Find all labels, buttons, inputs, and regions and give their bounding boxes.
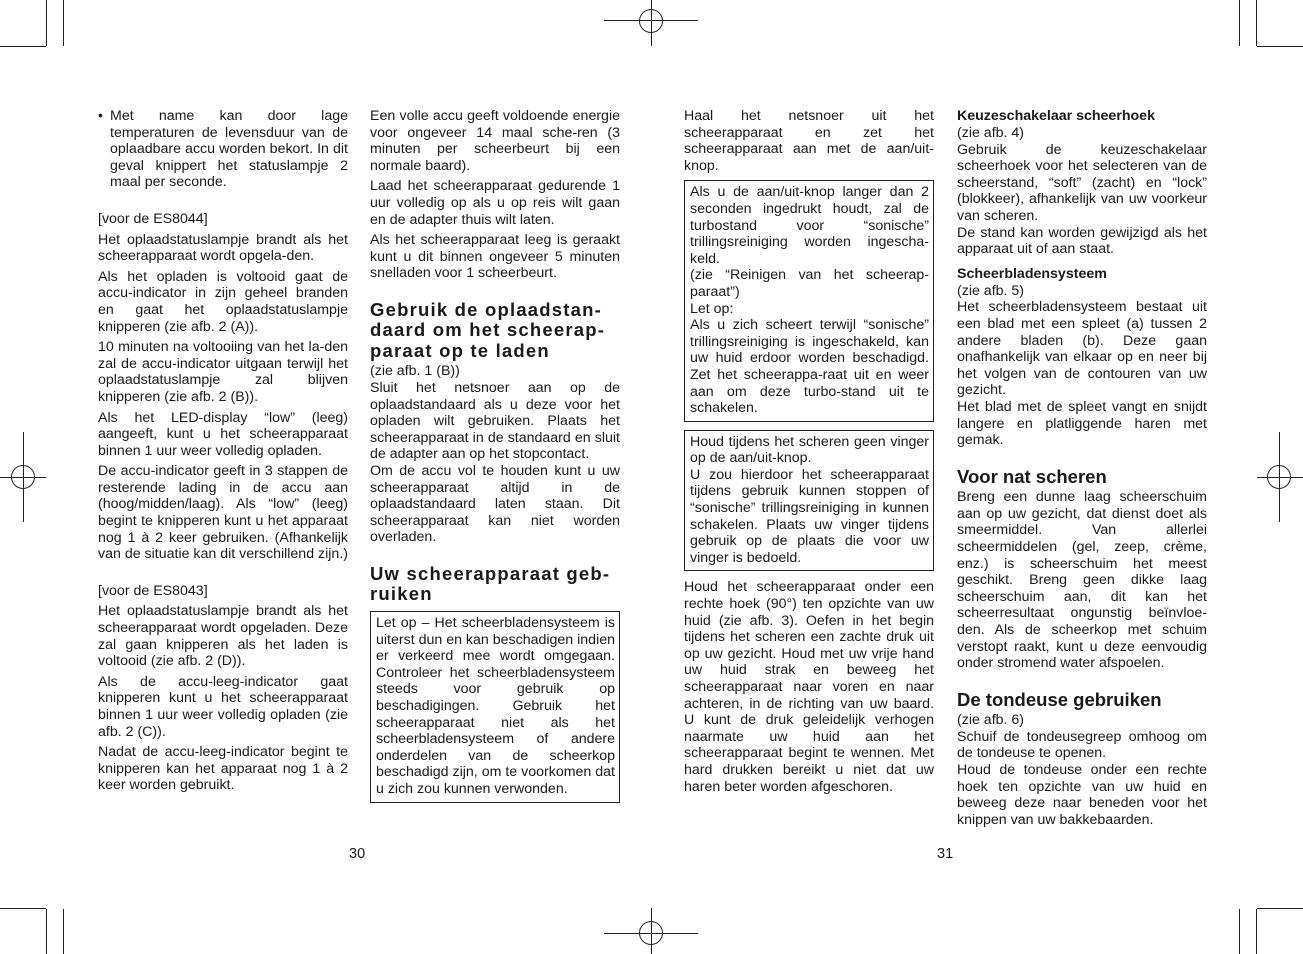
es8043-para-2: Als de accu-leeg-indicator gaat knipperen kunt u het scheerapparaat binnen 1 uur weer volledig opladen (zie afb. 2 (C)). (98, 673, 348, 740)
box-line: Let op: (690, 300, 734, 317)
box-line: U zou hierdoor het scheerapparaat tijdens gebruik kunnen stoppen of “sonische” trillingsreiniging in kunnen schakelen. Plaats uw vinger tijdens gebruik op de plaats die voor uw vinger is bedoeld. (690, 466, 929, 566)
notice-box-turbo (684, 180, 934, 421)
box-line: Houd tijdens het scheren geen vinger op de aan/uit-knop. (690, 433, 929, 467)
section-title-trimmer: De tondeuse gebruiken (957, 688, 1162, 710)
column-3 (684, 108, 934, 799)
subheading-blade-system: Scheerbladensysteem (957, 265, 1107, 282)
page-number-left: 30 (349, 846, 366, 862)
intro-para-1: Een volle accu geeft voldoende energie voor ongeveer 14 maal sche-ren (3 minuten per scheerbeurt bij een normale baard). (370, 108, 620, 174)
shaving-instructions: Houd het scheerapparaat onder een rechte hoek (90°) ten opzichte van uw huid (zie afb. 3). Oefen in het begin tijdens het scheren een zachte druk uit op uw gezicht. Houd met uw vrije hand uw huid strak en beweeg het scheerapparaat naar voren en naar achteren, in de richting van uw baard. U kunt de druk geleidelijk verhogen naarmate uw huid aan het scheerapparaat begint te wennen. Met hard drukken bereikt u niet dat uw haren beter worden afgeschoren. (684, 579, 934, 795)
section-ref: (zie afb. 6) (957, 712, 1025, 729)
box-line: Als u zich scheert terwijl “sonische” trillingsreiniging is ingeschakeld, kan uw huid erdoor worden beschadigd. Zet het scheerappa-raat uit en weer aan om deze turbo-stand uit te schakelen. (690, 317, 929, 417)
page-number-right: 31 (937, 846, 954, 862)
es8044-heading: [voor de ES8044] (98, 210, 208, 227)
warning-box: Let op – Het scheerbladensysteem is uiterst dun en kan beschadigen indien er verkeerd mee wordt omgegaan. Controleer het scheerbladensysteem steeds voor gebruik op beschadigingen. Gebruik het scheerapparaat niet als het scheerbladensysteem of andere onderdelen van de scheerkop beschadigd zijn, om te voorkomen dat u zich zou kunnen verwonden. (370, 611, 620, 803)
sub-ref: (zie afb. 5) (957, 282, 1025, 299)
es8044-para-4: Als het LED-display “low” (leeg) aangeeft, kunt u het scheerapparaat binnen 1 uur weer volledig opladen. (98, 409, 348, 459)
bullet-item (98, 108, 348, 191)
box-line: (zie “Reinigen van het scheerap-paraat”) (690, 267, 929, 300)
sub-body-2: De stand kan worden gewijzigd als het apparaat uit of aan staat. (957, 224, 1207, 258)
section-body: Breng een dunne laag scheerschuim aan op uw gezicht, dat dienst doet als smeermiddel. Van allerlei scheermiddelen (gel, zeep, crème, enz.) is scheerschuim het meest geschikt. Breng geen dikke laag scheerschuim aan, dit kan het scheerresultaat ongunstig beïnvloe-den. Als de scheerkop met schuim verstopt raakt, kunt u deze eenvoudig onder stromend water afspoelen. (957, 489, 1207, 672)
section-title-wet-shaving: Voor nat scheren (957, 465, 1107, 487)
es8044-para-2: Als het opladen is voltooid gaat de accu-indicator in zijn geheel branden en gaat het oplaadstatuslampje knipperen (zie afb. 2 (A)). (98, 268, 348, 335)
section-body: Sluit het netsnoer aan op de oplaadstandaard als u deze voor het opladen wilt gebruiken. Plaats het scheerapparaat in de standaard en sluit de adapter aan op het stopcontact. (370, 380, 620, 463)
sub-body: Het scheerbladensysteem bestaat uit een blad met een spleet (a) tussen 2 andere bladen (b). Deze gaan onafhankelijk van elkaar op en neer bij het volgen van de contouren van uw gezicht. (957, 299, 1207, 399)
es8043-para-3: Nadat de accu-leeg-indicator begint te knipperen kan het apparaat nog 1 à 2 keer worden gebruikt. (98, 744, 348, 794)
intro-para: Haal het netsnoer uit het scheerapparaat en zet het scheerapparaat aan met de aan/uit-knop. (684, 108, 934, 174)
section-ref: (zie afb. 1 (B)) (370, 363, 460, 380)
notice-box-finger (684, 430, 934, 572)
es8044-para-5: De accu-indicator geeft in 3 stappen de resterende lading in de accu aan (hoog/midden/laag). Als “low” (leeg) begint te knipperen kunt u het apparaat nog 1 à 2 keer gebruiken. (Afhankelijk van de situatie kan dit verschillend zijn.) (98, 463, 348, 563)
es8043-para-1: Het oplaadstatuslampje brandt als het scheerapparaat wordt opgeladen. Deze zal gaan knipperen als het laden is voltooid (zie afb. 2 (D)). (98, 603, 348, 670)
box-line: Als u de aan/uit-knop langer dan 2 seconden ingedrukt houdt, zal de turbostand voor “sonische” trillingsreiniging worden ingescha-keld. (690, 184, 929, 267)
section-body-2: Om de accu vol te houden kunt u uw scheerapparaat altijd in de oplaadstandaard laten staan. Dit scheerapparaat kan niet worden overladen. (370, 463, 620, 546)
sub-body-2: Het blad met de spleet vangt en snijdt langere en platliggende haren met gemak. (957, 398, 1207, 449)
bullet-text: Met name kan door lage temperaturen de levensduur van de oplaadbare accu worden bekort. In dit geval knippert het statuslampje 2 maal per seconde. (110, 108, 348, 191)
column-4 (957, 108, 1207, 828)
intro-para-3: Als het scheerapparaat leeg is geraakt kunt u dit binnen ongeveer 5 minuten snelladen voor 1 scheerbeurt. (370, 232, 620, 282)
sub-body: Gebruik de keuzeschakelaar scheerhoek voor het selecteren van de scheerstand, “soft” (zacht) en “lock” (blokkeer), afhankelijk van uw voorkeur van scheren. (957, 141, 1207, 224)
bullet-dot: • (98, 108, 103, 124)
es8044-para-3: 10 minuten na voltooiing van het la-den zal de accu-indicator uitgaan terwijl het oplaadstatuslampje zal blijven knipperen (zie afb. 2 (B)). (98, 339, 348, 405)
es8043-heading: [voor de ES8043] (98, 582, 208, 599)
section-title-using-shaver: Uw scheerapparaat geb-ruiken (370, 562, 611, 605)
section-title-charging-stand: Gebruik de oplaadstan-daard om het scheerap-paraat op te laden (370, 298, 606, 361)
intro-para-2: Laad het scheerapparaat gedurende 1 uur volledig op als u op reis wilt gaan en de adapter thuis wilt laten. (370, 178, 620, 228)
sub-ref: (zie afb. 4) (957, 125, 1025, 141)
es8044-para-1: Het oplaadstatuslampje brandt als het scheerapparaat wordt opgela-den. (98, 231, 348, 265)
column-1 (98, 108, 348, 798)
subheading-angle-switch: Keuzeschakelaar scheerhoek (957, 108, 1155, 124)
column-2 (370, 108, 620, 811)
section-body-2: Houd de tondeuse onder een rechte hoek ten opzichte van uw huid en beweeg deze naar beneden voor het knippen van uw bakkebaarden. (957, 762, 1207, 828)
section-body: Schuif de tondeusegreep omhoog om de tondeuse te openen. (957, 728, 1207, 762)
